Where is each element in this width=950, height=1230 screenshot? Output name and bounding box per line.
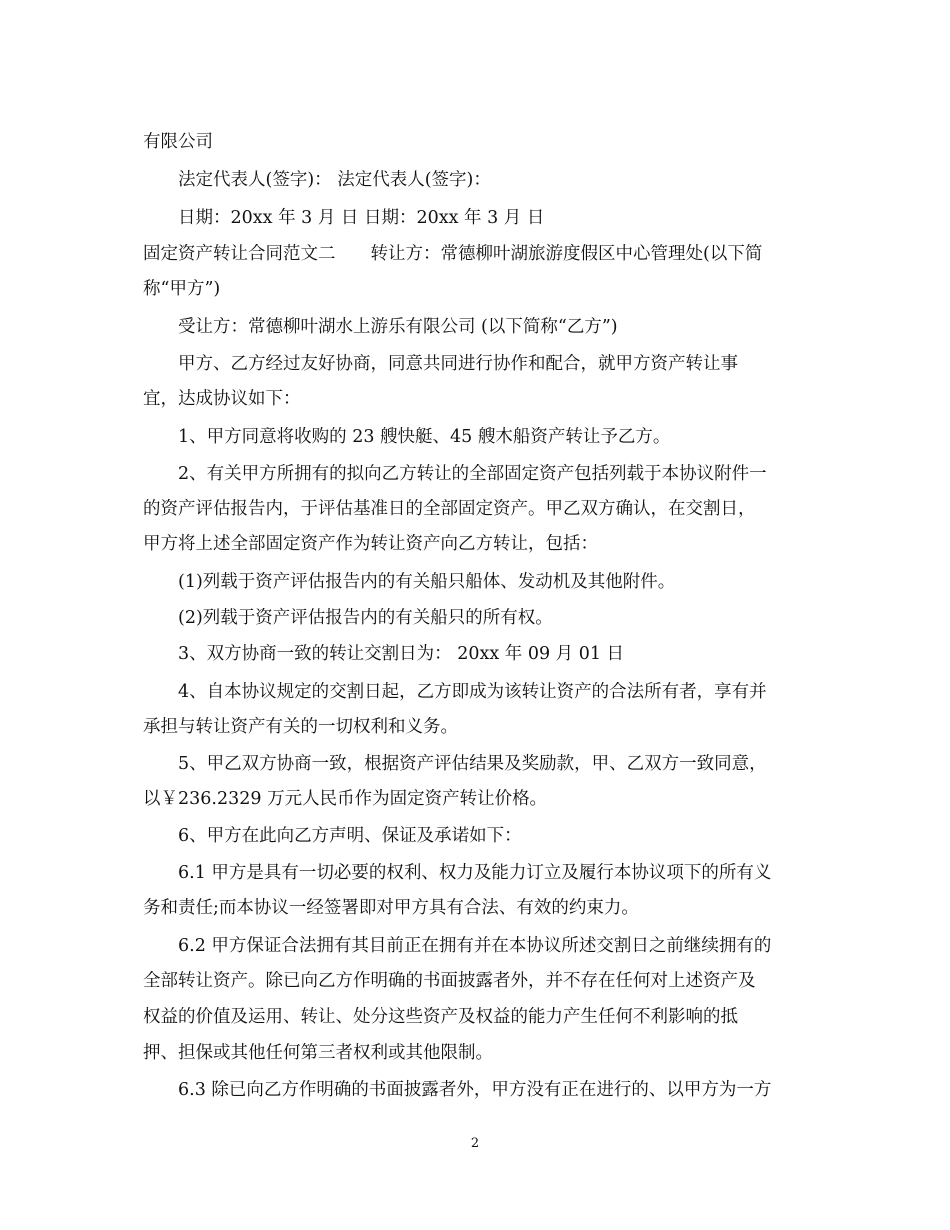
- text-line: 承担与转让资产有关的一切权利和义务。: [143, 717, 458, 737]
- text-line: 以￥236.2329 万元人民币作为固定资产转让价格。: [143, 789, 548, 809]
- text-line: 1、甲方同意将收购的 23 艘快艇、45 艘木船资产转让予乙方。: [178, 427, 671, 447]
- text-line: 权益的价值及运用、转让、处分这些资产及权益的能力产生任何不利影响的抵: [143, 1007, 738, 1027]
- text-line: 6、甲方在此向乙方声明、保证及承诺如下：: [178, 826, 522, 846]
- page-number: 2: [470, 1136, 480, 1151]
- text-line: 法定代表人(签字)： 法定代表人(签字)：: [178, 170, 491, 190]
- text-line: 6.2 甲方保证合法拥有其目前正在拥有并在本协议所述交割日之前继续拥有的: [178, 936, 772, 956]
- text-line: 的资产评估报告内，于评估基准日的全部固定资产。甲乙双方确认，在交割日，: [143, 499, 756, 519]
- text-line: 3、双方协商一致的转让交割日为： 20xx 年 09 月 01 日: [178, 644, 625, 664]
- text-line: 宜，达成协议如下：: [143, 389, 301, 409]
- text-line: 甲方、乙方经过友好协商，同意共同进行协作和配合，就甲方资产转让事: [178, 354, 738, 374]
- text-line: (2)列载于资产评估报告内的有关船只的所有权。: [178, 608, 553, 628]
- text-line: 务和责任;而本协议一经签署即对甲方具有合法、有效的约束力。: [143, 898, 639, 918]
- text-line: 有限公司: [143, 132, 213, 152]
- text-line: 2、有关甲方所拥有的拟向乙方转让的全部固定资产包括列载于本协议附件一: [178, 464, 767, 484]
- text-line: 日期：20xx 年 3 月 日 日期：20xx 年 3 月 日: [178, 208, 545, 228]
- text-line: 押、担保或其他任何第三者权利或其他限制。: [143, 1043, 493, 1063]
- text-line: (1)列载于资产评估报告内的有关船只船体、发动机及其他附件。: [178, 572, 676, 592]
- text-line: 4、自本协议规定的交割日起，乙方即成为该转让资产的合法所有者，享有并: [178, 682, 767, 702]
- text-line: 称“甲方”): [143, 279, 221, 299]
- text-line: 受让方：常德柳叶湖水上游乐有限公司 (以下简称“乙方”): [178, 317, 618, 337]
- text-line: 6.3 除已向乙方作明确的书面披露者外，甲方没有正在进行的、以甲方为一方: [178, 1080, 772, 1100]
- text-line: 甲方将上述全部固定资产作为转让资产向乙方转让，包括：: [143, 534, 598, 554]
- text-line: 全部转让资产。除已向乙方作明确的书面披露者外，并不存在任何对上述资产及: [143, 971, 756, 991]
- text-line: 5、甲乙双方协商一致，根据资产评估结果及奖励款，甲、乙双方一致同意，: [178, 754, 767, 774]
- text-line: 6.1 甲方是具有一切必要的权利、权力及能力订立及履行本协议项下的所有义: [178, 863, 772, 883]
- text-line: 固定资产转让合同范文二 转让方：常德柳叶湖旅游度假区中心管理处(以下简: [143, 244, 763, 264]
